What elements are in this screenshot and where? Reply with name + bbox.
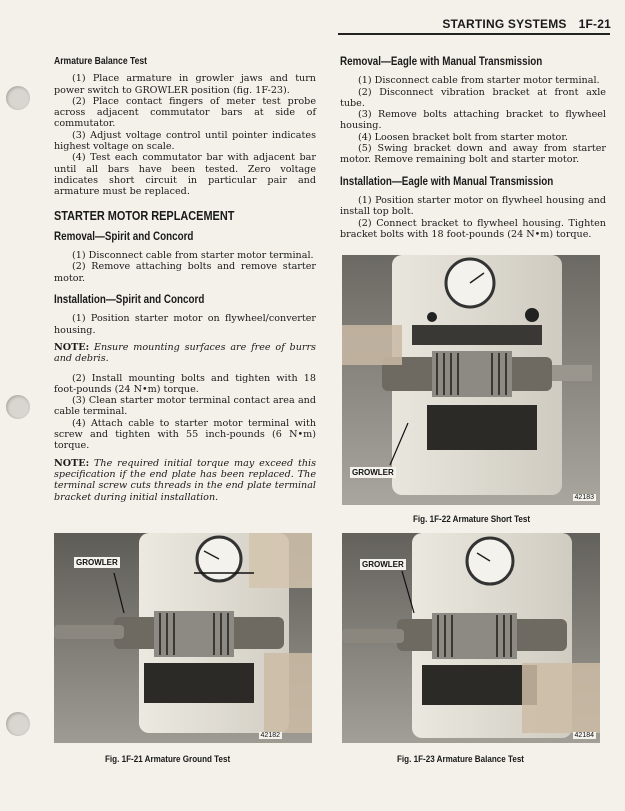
note-mounting-surfaces [54, 342, 316, 365]
removal-eagle-step-1: (1) Disconnect cable from starter motor terminal. [358, 75, 600, 87]
note-text: The required initial torque may exceed this specification if the end plate has been replaced. The terminal screw cuts threads in the end plate terminal bracket during initial installation. [54, 457, 316, 503]
page-number: 1F-21 [578, 17, 611, 31]
armature-balance-test-heading: Armature Balance Test [54, 56, 148, 67]
installation-spirit-step-1: (1) Position starter motor on flywheel/converter housing. [54, 313, 316, 336]
figure-1f-23-caption: Fig. 1F-23 Armature Balance Test [397, 754, 525, 765]
removal-eagle-heading: Removal—Eagle with Manual Transmission [340, 54, 543, 68]
removal-spirit-step-1: (1) Disconnect cable from starter motor terminal. [72, 250, 314, 262]
removal-spirit-heading: Removal—Spirit and Concord [54, 228, 194, 243]
starter-replacement-heading: STARTER MOTOR REPLACEMENT [54, 207, 235, 223]
figure-1f-21-photo [54, 533, 312, 743]
removal-eagle-step-2: (2) Disconnect vibration bracket at front axle tube. [340, 86, 606, 109]
removal-eagle-step-5: (5) Swing bracket down and away from starter motor. Remove remaining bolt and starter motor. [340, 143, 606, 166]
armature-step-3: (3) Adjust voltage control until pointer indicates highest voltage on scale. [54, 129, 316, 153]
removal-spirit-step-2: (2) Remove attaching bolts and remove starter motor. [54, 261, 316, 284]
installation-eagle-step-2: (2) Connect bracket to flywheel housing. Tighten bracket bolts with 18 foot-pounds (24 N•m) torque. [340, 217, 606, 240]
figure-1f-23-photo [342, 533, 600, 743]
section-title: STARTING SYSTEMS [442, 17, 567, 31]
growler-label: GROWLER [352, 468, 394, 477]
armature-step-1: (1) Place armature in growler jaws and turn power switch to GROWLER position (fig. 1F-23). [54, 73, 316, 96]
binder-hole-middle [6, 395, 30, 419]
installation-spirit-step-2: (2) Install mounting bolts and tighten with 18 foot-pounds (24 N•m) torque. [54, 372, 316, 395]
installation-spirit-step-3: (3) Clean starter motor terminal contact area and cable terminal. [54, 395, 316, 418]
right-column [340, 56, 606, 240]
removal-eagle-step-4: (4) Loosen bracket bolt from starter motor. [358, 131, 568, 143]
growler-label: GROWLER [362, 560, 404, 569]
installation-spirit-step-4: (4) Attach cable to starter motor terminal with screw and tighten with 55 inch-pounds (6 N•m) torque. [54, 417, 316, 452]
note-initial-torque [54, 458, 316, 503]
binder-hole-bottom [6, 712, 30, 736]
figure-number: 42183 [574, 494, 594, 501]
armature-step-4: (4) Test each commutator bar with adjacent bar until all bars have been tested. Zero voltage indicates short circuit in particular pair and armature must be replaced. [54, 152, 316, 198]
figure-1f-21-caption: Fig. 1F-21 Armature Ground Test [105, 754, 231, 765]
figure-1f-22-photo [342, 255, 600, 505]
installation-eagle-step-1: (1) Position starter motor on flywheel housing and install top bolt. [340, 194, 606, 218]
figure-number: 42182 [260, 732, 280, 739]
figure-number: 42184 [574, 732, 594, 739]
note-text: Ensure mounting surfaces are free of burrs and debris. [54, 341, 316, 365]
removal-eagle-step-3: (3) Remove bolts attaching bracket to flywheel housing. [340, 109, 606, 132]
running-head [442, 17, 611, 31]
header-rule [338, 33, 610, 35]
binder-hole-top [6, 86, 30, 110]
armature-step-2: (2) Place contact fingers of meter test probe across adjacent commutator bars at side of commutator. [54, 95, 316, 130]
installation-spirit-heading: Installation—Spirit and Concord [54, 292, 205, 307]
note-label: NOTE: [54, 457, 90, 469]
left-column [54, 56, 316, 503]
figure-1f-22-caption: Fig. 1F-22 Armature Short Test [413, 514, 531, 525]
installation-eagle-heading: Installation—Eagle with Manual Transmission [340, 173, 554, 188]
note-label: NOTE: [54, 341, 90, 353]
growler-label: GROWLER [76, 558, 118, 567]
